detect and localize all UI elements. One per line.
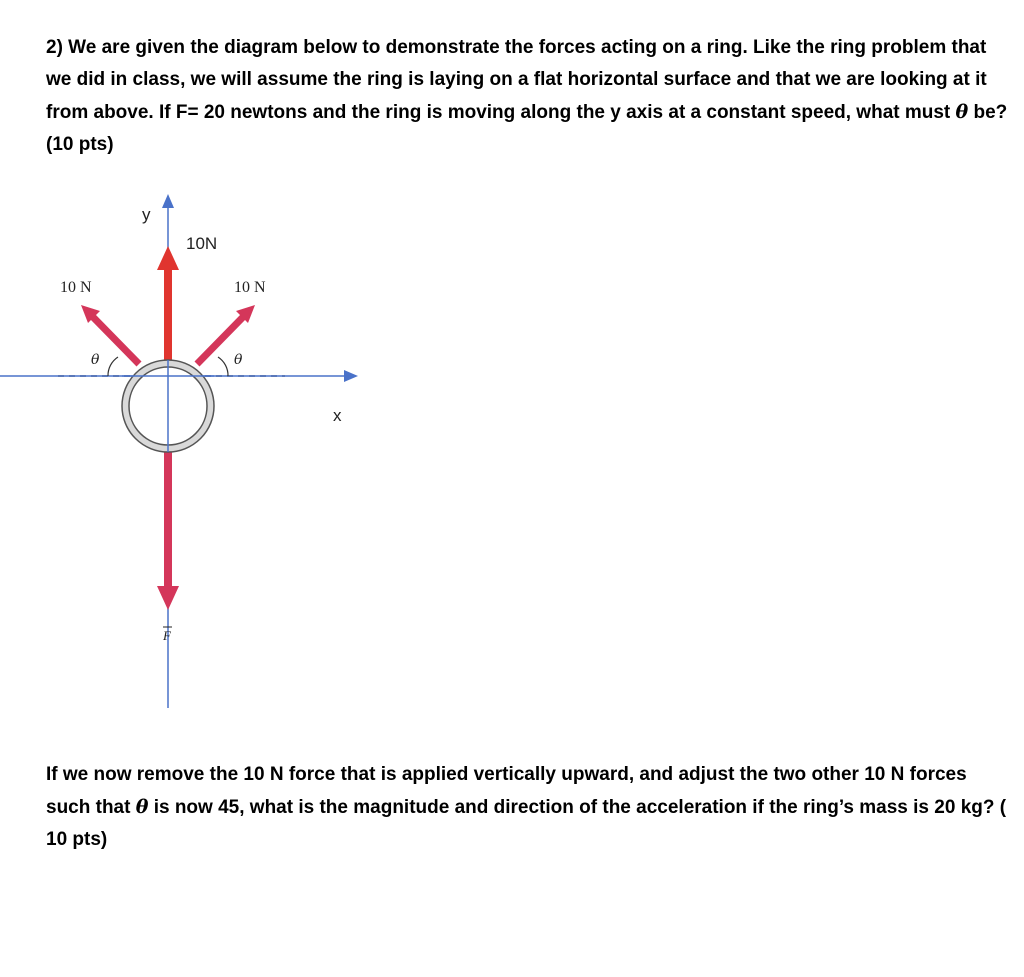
force-arrow-up-shaft — [164, 268, 172, 360]
question-2-text — [46, 32, 1011, 161]
force-arrow-down-head — [157, 586, 179, 610]
question-2-text-start: 2) We are given the diagram below to demonstrate the forces acting on a ring. Like the ring problem that we did in class, we will assume the ring is laying on a flat horizontal surface and that we are looking at it from above. If F= 20 newtons and the ring is moving along the y axis at a constant speed, what must — [46, 37, 987, 123]
left-angle-label: θ — [91, 352, 100, 368]
force-diagram — [0, 190, 400, 720]
follow-up-text-end: is now 45, what is the magnitude and direction of the acceleration if the ring’s mass is 20 kg? ( 10 pts) — [46, 797, 1007, 850]
right-angle-label: θ — [234, 352, 243, 368]
angle-arc-left — [108, 357, 118, 376]
y-axis-arrowhead — [162, 194, 174, 208]
angle-arc-right — [218, 357, 228, 376]
x-axis-label: x — [333, 406, 342, 425]
theta-symbol: θ — [955, 101, 969, 123]
question-2-text-end: be? (10 pts) — [46, 102, 1008, 155]
bottom-force-label: F — [163, 628, 171, 643]
force-arrow-down-shaft — [164, 448, 172, 588]
left-force-label: 10 N — [60, 279, 92, 296]
theta-symbol: θ — [135, 796, 149, 818]
follow-up-text-start: If we now remove the 10 N force that is applied vertically upward, and adjust the two other 10 N forces such that — [46, 764, 967, 818]
top-force-label: 10N — [186, 234, 218, 253]
force-arrow-up-head — [157, 246, 179, 270]
follow-up-question-text — [46, 759, 1011, 856]
x-axis-arrowhead — [344, 370, 358, 382]
right-force-label: 10 N — [234, 279, 266, 296]
y-axis-label: y — [142, 205, 151, 224]
